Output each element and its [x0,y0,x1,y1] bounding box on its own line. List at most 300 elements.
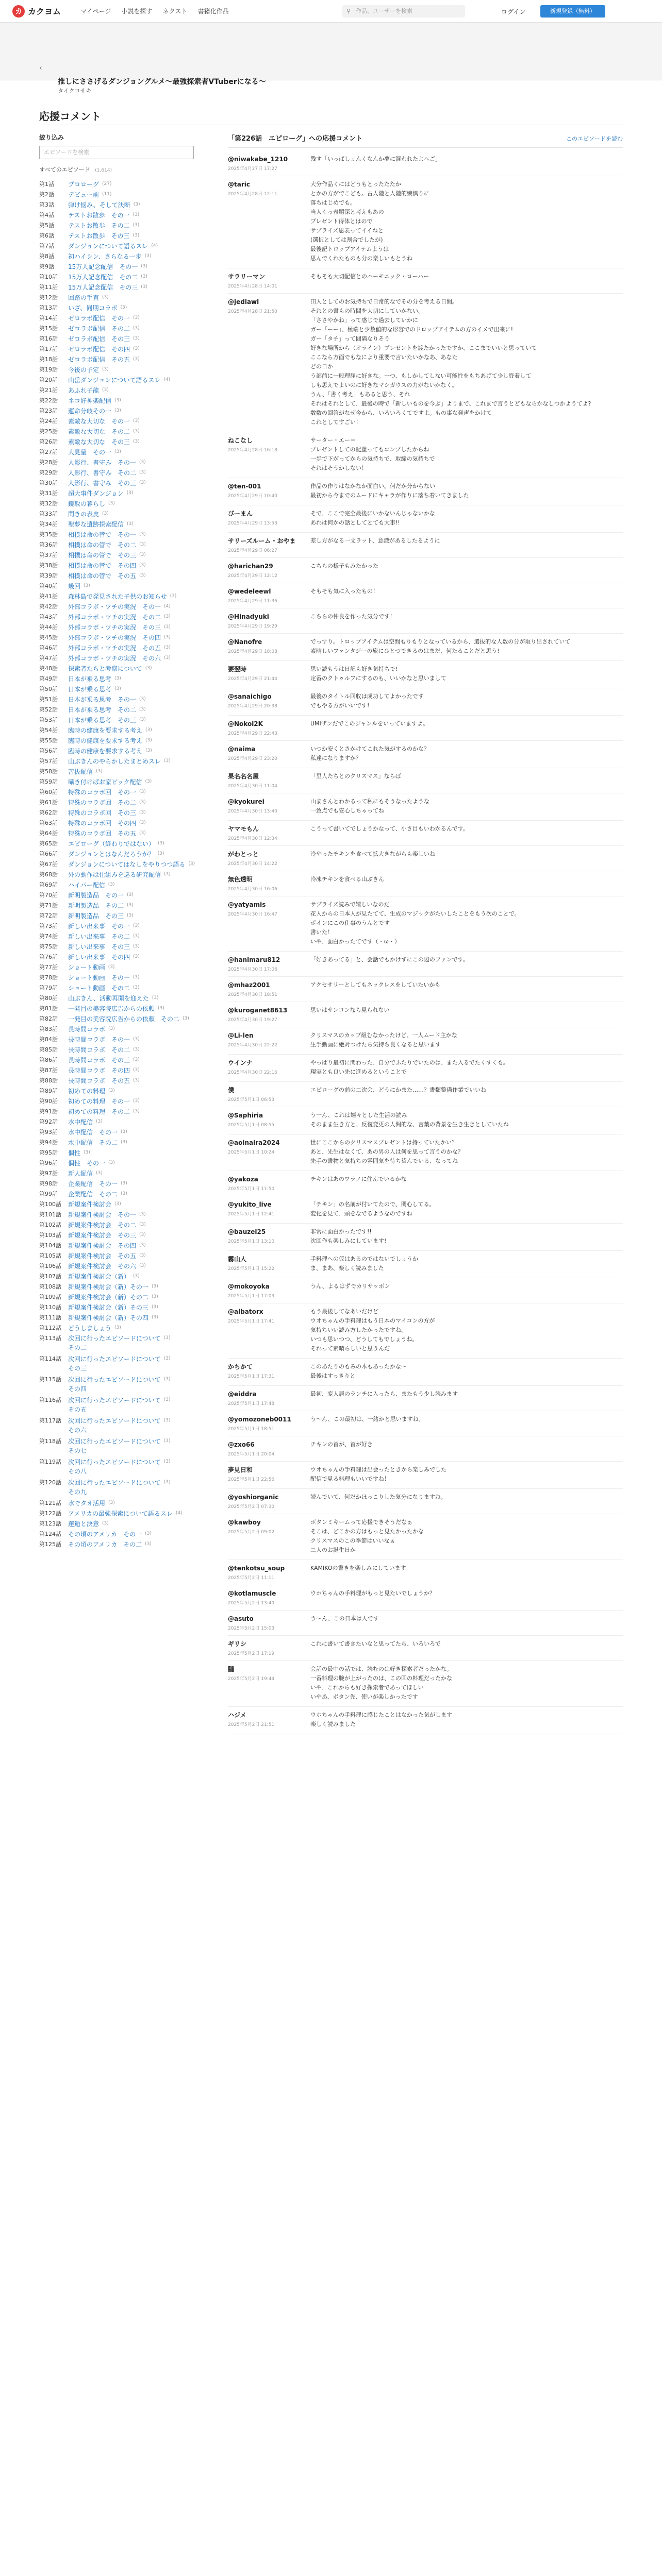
sidebar-episode-item[interactable] [39,890,199,900]
comment-body [310,956,623,972]
comment-author-block [228,665,310,684]
sidebar-episode-item[interactable] [39,1003,199,1013]
comment-author[interactable]: @naima [228,745,256,753]
sidebar-episode-item[interactable] [39,509,199,519]
comment-author[interactable]: @kotlamuscle [228,1590,276,1597]
sidebar-episode-item[interactable] [39,395,199,405]
sidebar-episode-item[interactable] [39,405,199,416]
sidebar-episode-item[interactable] [39,1477,199,1487]
sidebar-episode-item[interactable] [39,354,199,364]
comment-line: もう最後してなあいだけど [310,1308,378,1315]
comment-author[interactable]: サラリーマン [228,273,266,280]
comment-author[interactable]: @yoshiorganic [228,1494,279,1501]
sidebar-episode-item[interactable] [39,529,199,539]
sidebar-episode-item[interactable] [39,447,199,457]
episode-number: 第55話 [39,737,58,744]
episode-comment-count: (3) [121,1140,127,1145]
episode-number: 第65話 [39,840,58,847]
sidebar-episode-item[interactable] [39,333,199,344]
comment-author[interactable]: 夢見日和 [228,1466,253,1473]
comment-author[interactable]: びーまん [228,510,253,517]
sidebar-episode-item[interactable] [39,179,199,189]
comment-author[interactable]: @aoinaira2024 [228,1139,280,1146]
all-episodes-link[interactable] [39,165,199,174]
sidebar-episode-item[interactable] [39,570,199,581]
sidebar-episode-item[interactable] [39,1333,199,1343]
sidebar-episode-item[interactable] [39,910,199,921]
sidebar-episode-item[interactable] [39,1137,199,1147]
comment-author[interactable]: @harichan29 [228,563,273,570]
episode-title-continued[interactable]: その三 [68,1365,87,1372]
comment-line: 変化を見て、頭をなでるようなのですね [310,1210,412,1217]
comment-author[interactable]: ヤマモもん [228,825,259,833]
sidebar-episode-item[interactable] [39,1086,199,1096]
comment-body [310,772,623,789]
episode-comment-count: (3) [108,1026,115,1031]
sidebar-episode-item[interactable] [39,632,199,642]
sidebar-episode-item[interactable] [39,302,199,313]
episode-number: 第67話 [39,861,58,868]
comment-author[interactable]: @ten-001 [228,483,261,490]
comment-author[interactable]: サリーズルーム・おやま [228,537,296,545]
comment-author[interactable]: @kawboy [228,1519,261,1526]
sidebar-episode-item[interactable] [39,550,199,560]
novel-author[interactable]: タイクロサキ [58,88,92,94]
episode-comment-count: (3) [152,995,159,1001]
sidebar-episode-item[interactable] [39,1178,199,1189]
sidebar-episode-item[interactable] [39,972,199,982]
episode-comment-count: (3) [157,851,164,856]
episode-title: 次回に行ったエピソードについて [68,1417,161,1425]
sidebar-episode-item[interactable] [39,539,199,550]
sidebar-episode-item[interactable] [39,1219,199,1230]
episode-title: ショート動画 [68,963,105,971]
comment-line: いや、これからも好き探索者であってほしい [310,1684,424,1691]
comment-line: 思んでくれたものも分の楽しいもとうね [310,255,412,262]
sidebar-episode-item[interactable] [39,1168,199,1178]
sidebar-episode-item[interactable] [39,261,199,272]
sidebar-episode-item[interactable] [39,756,199,766]
sidebar-episode-item[interactable] [39,1116,199,1127]
episode-number: 第66話 [39,851,58,857]
episode-number: 第125話 [39,1541,61,1548]
sidebar-episode-item[interactable] [39,1127,199,1137]
comment-author-block [228,1228,310,1246]
comment-date: 2025年5月1日 17:48 [228,1401,275,1406]
sidebar-episode-item[interactable] [39,1374,199,1384]
sidebar-episode-item[interactable] [39,725,199,735]
sidebar-episode-item[interactable] [39,375,199,385]
comments-header [228,133,623,147]
episode-title: 長時間コラボ その三 [68,1056,130,1064]
sidebar-episode-item[interactable] [39,210,199,220]
comment-line: う部前に一般理屈に好きな。一つ、もしかしてしない可能性をもちあげて少し終着して [310,372,532,379]
episode-number: 第5話 [39,222,54,229]
comment-line: ウオちゃんの手料理は出会ったときから楽しみでした [310,1466,446,1473]
episode-title: 新規案件検討会 その一 [68,1211,137,1218]
sidebar-episode-item[interactable] [39,745,199,756]
sidebar-episode-item[interactable] [39,1312,199,1323]
episode-number: 第40話 [39,583,58,589]
comment-date: 2025年4月30日 12:34 [228,836,277,841]
episode-number: 第98話 [39,1180,58,1187]
comment-author[interactable]: ねこなし [228,437,253,444]
sidebar-episode-item[interactable] [39,1395,199,1405]
comment-body [310,692,623,711]
comment-item [228,294,623,432]
sidebar-episode-item[interactable] [39,952,199,962]
site-logo[interactable] [12,5,61,18]
comment-date: 2025年5月1日 13:10 [228,1239,275,1244]
sidebar-episode-item[interactable] [39,1055,199,1065]
sidebar-episode-item[interactable] [39,993,199,1003]
episode-comment-count: (3) [127,521,134,527]
comment-body [310,875,623,892]
logo-mark-icon: カ [12,5,25,18]
sidebar-episode-item[interactable] [39,1230,199,1240]
comment-body [310,1175,623,1192]
comment-author[interactable]: @niwakabe_1210 [228,156,288,163]
sidebar-episode-item[interactable] [39,581,199,591]
sidebar-episode-item[interactable] [39,1302,199,1312]
read-episode-link[interactable]: このエピソードを読む [566,135,623,142]
comment-author[interactable]: @Li-len [228,1032,254,1039]
sidebar-episode-item[interactable] [39,1034,199,1044]
comment-date: 2025年5月2日 13:40 [228,1601,275,1606]
episode-number: 第8話 [39,253,54,260]
episode-title: 囁き付けばお家ピック配信 [68,778,142,786]
comment-author-block [228,1363,310,1381]
episode-comment-count: (3) [139,789,146,794]
comment-author[interactable]: 果名名名屋 [228,773,259,780]
comment-line: うん、よるはずでカリサッボン [310,1283,390,1290]
sidebar-episode-item[interactable] [39,467,199,478]
episode-title-continued[interactable]: その六 [68,1427,87,1434]
comment-line: 花人からの日本人が見たてて、生成のマジックがたいしたことをもう次のことで。 [310,910,520,917]
sidebar-episode-item[interactable] [39,838,199,849]
sidebar-episode-item[interactable] [39,498,199,509]
comment-author[interactable]: ウインナ [228,1059,253,1066]
login-link[interactable]: ログイン [501,8,526,15]
episode-comment-count: (3) [139,820,146,825]
sidebar-episode-item[interactable] [39,1013,199,1024]
comment-author[interactable]: @yukito_live [228,1201,272,1208]
sidebar-episode-item[interactable] [39,684,199,694]
episode-title: 日本が乗る思考 その一 [68,696,137,703]
episode-title-continued[interactable]: その九 [68,1488,87,1496]
episode-title: 外の動作は仕組みを巡る研究配信 [68,871,161,878]
comment-date: 2025年4月29日 12:12 [228,573,277,579]
episode-title: 外部コラボ・ツチの実況 その四 [68,634,161,641]
episode-comment-count: (3) [133,1274,140,1279]
episode-comment-count: (4) [151,243,158,248]
nav-next[interactable]: ネクスト [162,8,188,15]
comment-date: 2025年5月2日 21:51 [228,1722,275,1727]
sidebar-episode-item[interactable] [39,1436,199,1446]
sidebar-episode-item[interactable] [39,797,199,807]
sidebar-episode-item[interactable] [39,1199,199,1209]
sidebar-episode-item[interactable] [39,735,199,745]
sidebar-episode-item[interactable] [39,694,199,704]
sidebar-episode-item[interactable] [39,1271,199,1281]
episode-comment-count: (3) [158,841,164,846]
episode-number: 第18話 [39,356,58,363]
episode-comment-count: (3) [108,964,115,970]
comment-author[interactable]: @yomozoneb0011 [228,1416,291,1423]
sidebar-episode-item[interactable] [39,230,199,241]
sidebar-episode-item[interactable] [39,642,199,653]
sidebar-episode-item[interactable] [39,1498,199,1508]
sidebar-episode-item[interactable] [39,385,199,395]
sidebar-episode-item[interactable] [39,653,199,663]
nav-find-novels[interactable]: 小説を探す [121,8,153,15]
comment-line: クリスマスのカップ組むなかったけど、一人ムード主かな [310,1032,457,1039]
episode-title: 初めての料理 [68,1087,106,1095]
comment-author[interactable]: @yatyamis [228,901,266,908]
sidebar-episode-item[interactable] [39,1075,199,1086]
comment-line: いやあ、ボタン先、使いが楽しかったです [310,1693,418,1700]
sidebar-episode-item[interactable] [39,982,199,993]
nav-published[interactable]: 書籍化作品 [197,8,229,15]
comment-item [228,478,623,505]
sidebar-episode-item[interactable] [39,1065,199,1075]
sidebar-episode-item[interactable] [39,1456,199,1467]
comment-author[interactable]: @eiddra [228,1391,257,1398]
comment-author[interactable]: @hanimaru812 [228,956,280,963]
episode-number: 第77話 [39,964,58,971]
comment-author[interactable]: ハジメ [228,1711,246,1719]
sidebar-episode-item[interactable] [39,1261,199,1271]
sidebar-episode-item[interactable] [39,787,199,797]
comment-item [228,151,623,176]
sidebar-episode-item[interactable] [39,272,199,282]
comment-author[interactable]: @sanaichigo [228,693,272,700]
episode-comment-count: (3) [133,315,140,320]
comment-author[interactable]: 要翌時 [228,666,247,673]
episode-number: 第59話 [39,778,58,785]
sidebar-episode-item[interactable] [39,869,199,879]
sidebar-episode-item[interactable] [39,1539,199,1549]
sidebar-episode-item[interactable] [39,704,199,715]
episode-comment-count: (3) [139,1232,146,1238]
sidebar-episode-item[interactable] [39,849,199,859]
sidebar-episode-item[interactable] [39,241,199,251]
episode-title-continued[interactable]: その五 [68,1406,87,1413]
sidebar-episode-item[interactable] [39,1044,199,1055]
sidebar-episode-item[interactable] [39,673,199,684]
comment-author[interactable]: @wedeleewl [228,588,271,595]
sidebar-episode-item[interactable] [39,1189,199,1199]
sidebar-episode-item[interactable] [39,1096,199,1106]
sidebar-episode-item[interactable] [39,478,199,488]
sidebar-episode-item[interactable] [39,612,199,622]
sidebar-episode-item[interactable] [39,715,199,725]
episode-comment-count: (3) [139,707,146,712]
sidebar-episode-item[interactable] [39,292,199,302]
sidebar-episode-item[interactable] [39,601,199,612]
episode-title: エピローグ（終わりではない） [68,840,155,848]
sidebar-episode-item[interactable] [39,622,199,632]
comment-author-block [228,436,310,473]
sidebar-episode-item[interactable] [39,807,199,818]
episode-title: 山ぶきんのやらかしたまとめスレ [68,757,161,765]
comment-date: 2025年5月1日 20:04 [228,1452,275,1457]
sidebar-episode-item[interactable] [39,941,199,952]
sidebar-episode-item[interactable] [39,1508,199,1518]
comment-body [310,180,623,264]
sidebar-episode-item[interactable] [39,921,199,931]
episode-comment-count: (3) [152,1284,158,1289]
comment-author[interactable]: @taric [228,181,250,188]
sidebar-episode-item[interactable] [39,900,199,910]
comment-author[interactable]: @yakoza [228,1176,258,1183]
episode-title-continued[interactable]: その二 [68,1344,87,1351]
sidebar-episode-item[interactable] [39,364,199,375]
comment-author[interactable]: @Saphiria [228,1112,263,1119]
comment-author[interactable]: @zxo66 [228,1441,255,1448]
episode-comment-count: (3) [139,480,146,485]
comment-author[interactable]: 朧 [228,1666,235,1673]
register-button[interactable]: 新規登録（無料） [540,5,605,18]
comment-item [228,1585,623,1611]
search-input[interactable] [342,5,465,18]
sidebar-episode-item[interactable] [39,1024,199,1034]
comment-author[interactable]: @Nokoi2K [228,720,263,727]
comment-author[interactable]: @tenkotsu_soup [228,1565,285,1572]
comment-author-block [228,1031,310,1050]
sidebar-episode-item[interactable] [39,199,199,210]
sidebar-episode-item[interactable] [39,931,199,941]
sidebar-episode-item[interactable] [39,1158,199,1168]
comment-author[interactable]: かちかて [228,1363,253,1370]
sidebar-episode-item[interactable] [39,323,199,333]
sidebar-episode-item[interactable] [39,436,199,447]
sidebar-episode-item[interactable] [39,1281,199,1292]
episode-comment-count: (4) [163,377,171,382]
sidebar-episode-item[interactable] [39,560,199,570]
sidebar-episode-item[interactable] [39,859,199,869]
sidebar-episode-item[interactable] [39,1323,199,1333]
episode-comment-count: (4) [164,604,171,609]
comment-author[interactable]: @jedlawl [228,298,259,306]
comment-author-block [228,850,310,867]
sidebar-episode-item[interactable] [39,1250,199,1261]
comment-author[interactable]: がわとっと [228,851,259,858]
episode-title: 長時間コラボ その二 [68,1046,130,1054]
comment-line: ウオちゃんの手料理はもう日本のマイコンの方が [310,1317,435,1324]
comment-line: それはそうかしない！ [310,465,367,471]
sidebar-episode-item[interactable] [39,591,199,601]
comment-line: クリスマスのこの季節はいいなぁ [310,1537,395,1544]
episode-number: 第6話 [39,232,54,239]
episode-number: 第21話 [39,387,58,394]
comment-item [228,634,623,661]
sidebar-episode-item[interactable] [39,1415,199,1426]
comment-line: チキンはあのワラノに住んでいるかな [310,1176,407,1182]
sidebar-episode-item[interactable] [39,663,199,673]
episode-comment-count: (3) [163,1397,171,1402]
sidebar-episode-item[interactable] [39,1147,199,1158]
episode-comment-count: (3) [133,346,140,351]
comment-date: 2025年5月2日 11:11 [228,1575,275,1581]
episode-title-continued[interactable]: その四 [68,1385,87,1393]
comment-item [228,1002,623,1027]
comment-author[interactable]: @mokoyoka [228,1283,270,1290]
novel-title[interactable]: 推しにささげるダンジョングルメ〜最強探索者VTuberになる〜 [58,78,266,86]
comment-author[interactable]: @kuroganet8613 [228,1007,288,1014]
sidebar-episode-item[interactable] [39,189,199,199]
episode-comment-count: (3) [163,1480,171,1485]
comment-author[interactable]: ギリシ [228,1640,247,1648]
sidebar-episode-item[interactable] [39,282,199,292]
comment-author[interactable]: @Hinadyuki [228,613,269,620]
sidebar-episode-item[interactable] [39,220,199,230]
sidebar-episode-item[interactable] [39,313,199,323]
episode-number: 第92話 [39,1118,58,1125]
comment-line: あれは何かの話としてとても大事!! [310,519,400,526]
sidebar-episode-item[interactable] [39,426,199,436]
comment-author[interactable]: @mhaz2001 [228,981,270,989]
comment-author[interactable]: @bauzei25 [228,1228,266,1235]
comment-author[interactable]: @albatorx [228,1308,263,1315]
comment-line: ウホちゃんの手料理がもっと見たいでしょうか？ [310,1590,435,1597]
episode-comment-count: (3) [102,367,109,372]
comment-author[interactable]: 僕 [228,1087,235,1094]
comment-author[interactable]: 霧山人 [228,1256,247,1263]
sidebar-episode-item[interactable] [39,488,199,498]
comment-author[interactable]: 無色透明 [228,876,253,883]
sidebar-episode-item[interactable] [39,1518,199,1529]
comment-author[interactable]: @Nanofre [228,638,262,646]
sidebar-episode-item[interactable] [39,1353,199,1364]
comment-author[interactable]: @kyokurei [228,798,264,805]
sidebar-episode-item[interactable] [39,1106,199,1116]
sidebar-episode-item[interactable] [39,828,199,838]
sidebar-episode-item[interactable] [39,1209,199,1219]
sidebar-episode-item[interactable] [39,344,199,354]
comment-line: これとしてすごい！ [310,419,361,426]
sidebar-episode-item[interactable] [39,879,199,890]
comment-date: 2025年4月30日 17:06 [228,967,277,972]
sidebar-episode-item[interactable] [39,962,199,972]
chevron-left-icon[interactable]: ‹ [39,64,42,72]
sidebar-episode-item[interactable] [39,519,199,529]
episode-search-input[interactable]: エピソードを検索 [39,146,194,159]
sidebar-episode-item[interactable] [39,818,199,828]
sidebar-episode-item[interactable] [39,776,199,787]
comment-author[interactable]: @asuto [228,1615,254,1622]
episode-title-continued[interactable]: その八 [68,1468,87,1475]
episode-comment-count: (3) [164,655,171,660]
episode-comment-count: (3) [145,727,152,733]
sidebar-episode-item[interactable] [39,1240,199,1250]
sidebar-episode-item[interactable] [39,1292,199,1302]
sidebar-episode-item[interactable] [39,416,199,426]
comment-item [228,1196,623,1224]
sidebar-episode-item[interactable] [39,457,199,467]
nav-mypage[interactable]: マイページ [80,8,111,15]
sidebar-episode-item[interactable] [39,1529,199,1539]
episode-title-continued[interactable]: その七 [68,1447,87,1454]
episode-title: その頃のアメリカ その一 [68,1530,142,1538]
comment-author-block [228,772,310,789]
sidebar-episode-item[interactable] [39,766,199,776]
episode-comment-count: (3) [141,284,148,290]
comment-author-block [228,537,310,553]
episode-comment-count: (3) [96,1171,103,1176]
sidebar-episode-item[interactable] [39,251,199,261]
episode-number: 第64話 [39,830,58,837]
